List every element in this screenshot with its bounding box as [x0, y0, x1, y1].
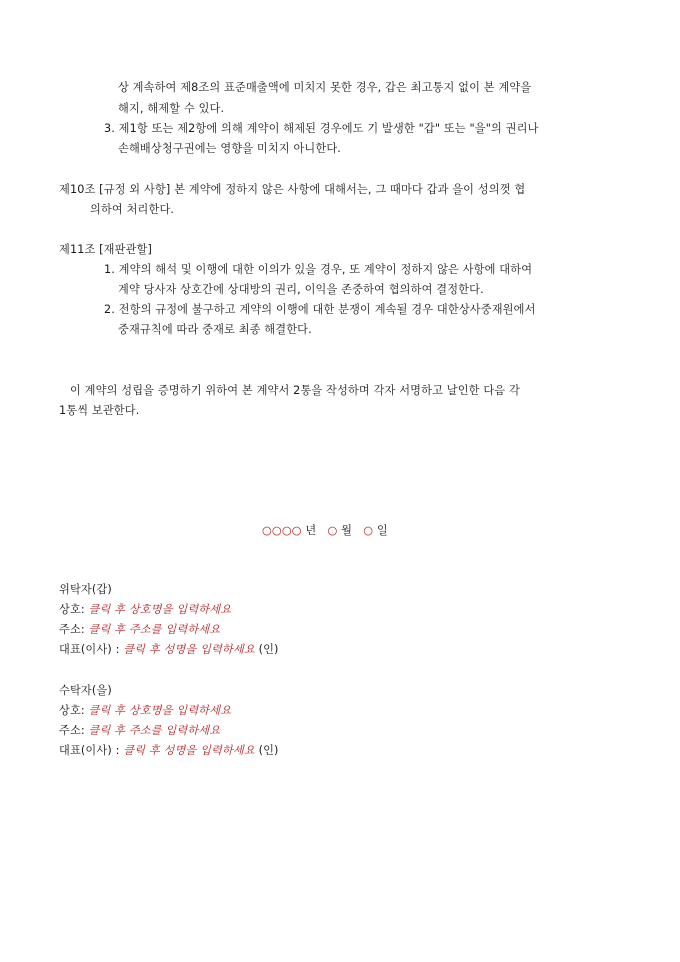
- continuation-line-1: 상 계속하여 제8조의 표준매출액에 미치지 못한 경우, 갑은 최고통지 없이 본 계약을: [118, 81, 532, 94]
- consignor-company-field[interactable]: 클릭 후 상호명을 입력하세요: [88, 603, 232, 616]
- article-11-heading: 제11조 [재판관할]: [59, 243, 153, 256]
- consignor-address-row: [59, 623, 220, 637]
- seal-mark: (인): [254, 643, 279, 656]
- consignee-rep-field[interactable]: 클릭 후 성명을 입력하세요: [123, 744, 255, 757]
- month-field[interactable]: ○: [327, 524, 338, 537]
- article-11-item-1-line-2: 계약 당사자 상호간에 상대방의 권리, 이익을 존중하여 협의하여 결정한다.: [118, 283, 484, 296]
- article-10-line-1: 제10조 [규정 외 사항] 본 계약에 정하지 않은 사항에 대해서는, 그 때마다 갑과 을이 성의껏 협: [59, 183, 526, 196]
- seal-mark: (인): [254, 744, 279, 757]
- closing-line-1: 이 계약의 성립을 증명하기 위하여 본 계약서 2통을 작성하며 각자 서명하고 날인한 다음 각: [70, 384, 520, 397]
- consignor-rep-row: [59, 643, 279, 657]
- day-unit: 일: [376, 524, 388, 537]
- item-3-line-1: 3. 제1항 또는 제2항에 의해 계약이 해제된 경우에도 기 발생한 "갑" 또는 "을"의 권리나: [104, 122, 539, 135]
- company-label: 상호:: [59, 704, 89, 717]
- year-unit: 년: [305, 524, 317, 537]
- article-10-line-2: 의하여 처리한다.: [90, 203, 175, 216]
- article-11-item-2-line-1: 2. 전항의 규정에 불구하고 계약의 이행에 대한 분쟁이 계속될 경우 대한상사중재원에서: [104, 303, 536, 316]
- consignee-company-field[interactable]: 클릭 후 상호명을 입력하세요: [88, 704, 232, 717]
- contract-date: [262, 524, 388, 538]
- closing-line-2: 1통씩 보관한다.: [59, 404, 140, 417]
- consignor-rep-field[interactable]: 클릭 후 성명을 입력하세요: [123, 643, 255, 656]
- consignee-address-row: [59, 724, 220, 738]
- month-unit: 월: [341, 524, 353, 537]
- address-label: 주소:: [59, 724, 89, 737]
- consignor-address-field[interactable]: 클릭 후 주소를 입력하세요: [88, 623, 221, 636]
- consignee-address-field[interactable]: 클릭 후 주소를 입력하세요: [88, 724, 221, 737]
- consignor-company-row: [59, 603, 231, 617]
- rep-label: 대표(이사) :: [59, 643, 124, 656]
- article-11-item-2-line-2: 중재규칙에 따라 중재로 최종 해결한다.: [118, 323, 312, 336]
- item-3-line-2: 손해배상청구권에는 영향을 미치지 아니한다.: [118, 142, 342, 155]
- consignee-company-row: [59, 704, 231, 718]
- consignor-title: 위탁자(갑): [59, 583, 112, 596]
- consignee-title: 수탁자(을): [59, 684, 112, 697]
- address-label: 주소:: [59, 623, 89, 636]
- rep-label: 대표(이사) :: [59, 744, 124, 757]
- continuation-line-2: 해지, 해제할 수 있다.: [118, 102, 225, 115]
- article-11-item-1-line-1: 1. 계약의 해석 및 이행에 대한 이의가 있을 경우, 또 계약이 정하지 않은 사항에 대하여: [104, 263, 533, 276]
- day-field[interactable]: ○: [363, 524, 374, 537]
- year-field[interactable]: ○○○○: [262, 524, 302, 537]
- consignee-rep-row: [59, 744, 279, 758]
- company-label: 상호:: [59, 603, 89, 616]
